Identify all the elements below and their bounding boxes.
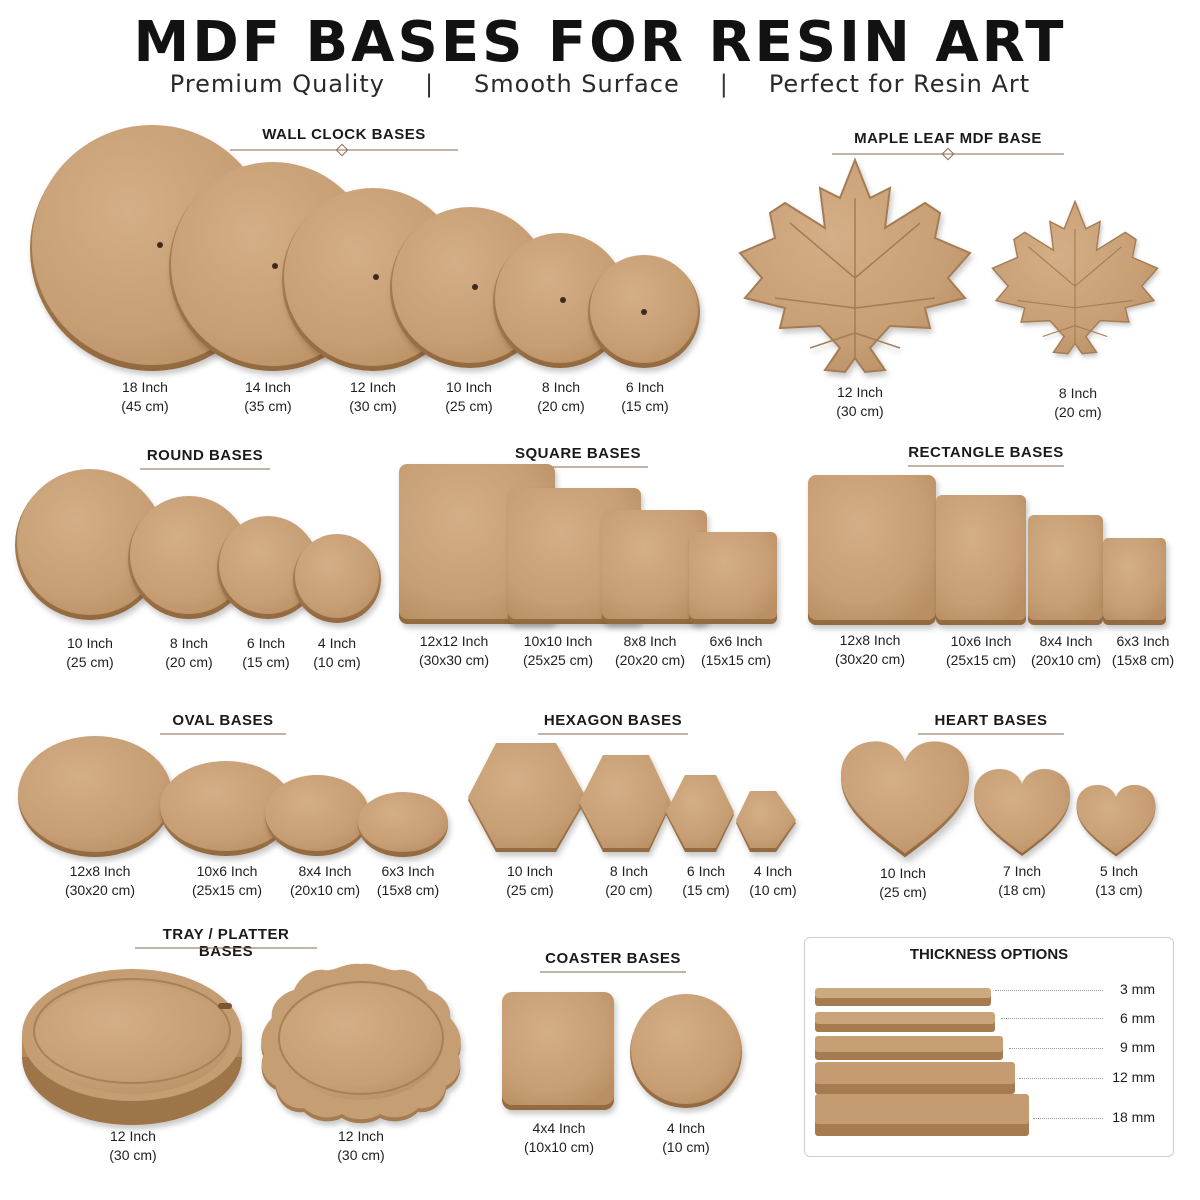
maple-label: 8 Inch (20 cm)	[1054, 385, 1102, 420]
thickness-3mm-board	[815, 988, 991, 1006]
wall-clock-label: 12 Inch (30 cm)	[349, 379, 397, 414]
oval-bases-group	[15, 730, 455, 860]
heart-label: 5 Inch (13 cm)	[1095, 863, 1143, 898]
wall-clock-bases-group	[30, 125, 710, 375]
tray-scalloped-board	[252, 962, 470, 1127]
round-bases-group	[15, 465, 385, 625]
hexagon-label: 6 Inch (15 cm)	[682, 863, 730, 898]
coaster-label: 4 Inch (10 cm)	[662, 1120, 710, 1155]
coaster-label: 4x4 Inch (10x10 cm)	[523, 1120, 595, 1155]
tray-title-rule	[135, 941, 317, 955]
oval-label: 12x8 Inch (30x20 cm)	[64, 863, 136, 898]
square-section-title: SQUARE BASES	[514, 445, 642, 462]
oval-label: 6x3 Inch (15x8 cm)	[376, 863, 440, 898]
wall-clock-label: 14 Inch (35 cm)	[244, 379, 292, 414]
square-bases-group	[395, 462, 785, 627]
wall-clock-label: 8 Inch (20 cm)	[537, 379, 585, 414]
square-label: 10x10 Inch (25x25 cm)	[522, 633, 594, 668]
rectangle-label: 12x8 Inch (30x20 cm)	[834, 632, 906, 667]
wall-clock-label: 18 Inch (45 cm)	[121, 379, 169, 414]
hexagon-label: 8 Inch (20 cm)	[605, 863, 653, 898]
hexagon-bases-group	[466, 738, 806, 858]
round-label: 10 Inch (25 cm)	[66, 635, 114, 670]
round-label: 6 Inch (15 cm)	[242, 635, 290, 670]
round-section-title: ROUND BASES	[146, 447, 264, 464]
feature-separator: |	[424, 70, 435, 98]
rectangle-label: 8x4 Inch (20x10 cm)	[1030, 633, 1102, 668]
coaster-bases-group	[498, 990, 748, 1112]
thickness-pointer-line	[1009, 1048, 1103, 1049]
feature-perfect-resin: Perfect for Resin Art	[768, 70, 1031, 98]
heart-label: 7 Inch (18 cm)	[998, 863, 1046, 898]
thickness-pointer-line	[1033, 1118, 1103, 1119]
square-label: 6x6 Inch (15x15 cm)	[700, 633, 772, 668]
square-label: 12x12 Inch (30x30 cm)	[418, 633, 490, 668]
heart-section-title: HEART BASES	[934, 712, 1048, 729]
hexagon-label: 10 Inch (25 cm)	[506, 863, 554, 898]
rectangle-section-title: RECTANGLE BASES	[908, 444, 1064, 461]
heart-label: 10 Inch (25 cm)	[879, 865, 927, 900]
heart-7-board	[968, 768, 1076, 858]
heart-title-rule	[918, 727, 1064, 741]
round-label: 4 Inch (10 cm)	[313, 635, 361, 670]
tray-round-board	[20, 965, 245, 1127]
tray-label: 12 Inch (30 cm)	[109, 1128, 157, 1163]
thickness-option-label: 3 mm	[1120, 981, 1155, 997]
heart-5-board	[1073, 784, 1159, 858]
maple-section-title: MAPLE LEAF MDF BASE	[854, 130, 1042, 147]
rectangle-bases-group	[805, 472, 1170, 632]
oval-label: 8x4 Inch (20x10 cm)	[289, 863, 361, 898]
thickness-18mm-board	[815, 1094, 1029, 1136]
feature-smooth-surface: Smooth Surface	[474, 70, 680, 98]
thickness-pointer-line	[1001, 1018, 1103, 1019]
wall-clock-label: 6 Inch (15 cm)	[621, 379, 669, 414]
feature-premium-quality: Premium Quality	[169, 70, 385, 98]
page-title: MDF BASES FOR RESIN ART	[133, 10, 1067, 75]
thickness-6mm-board	[815, 1012, 995, 1032]
thickness-9mm-board	[815, 1036, 1003, 1060]
thickness-option-label: 18 mm	[1112, 1109, 1155, 1125]
wall-clock-label: 10 Inch (25 cm)	[445, 379, 493, 414]
oval-section-title: OVAL BASES	[172, 712, 274, 729]
thickness-option-label: 6 mm	[1120, 1010, 1155, 1026]
rectangle-label: 6x3 Inch (15x8 cm)	[1111, 633, 1175, 668]
heart-10-board	[830, 740, 980, 860]
hexagon-section-title: HEXAGON BASES	[543, 712, 683, 729]
thickness-title: THICKNESS OPTIONS	[909, 946, 1069, 963]
square-label: 8x8 Inch (20x20 cm)	[614, 633, 686, 668]
oval-label: 10x6 Inch (25x15 cm)	[191, 863, 263, 898]
maple-leaf-8-board	[985, 200, 1165, 358]
coaster-title-rule	[540, 965, 686, 979]
rectangle-label: 10x6 Inch (25x15 cm)	[945, 633, 1017, 668]
thickness-pointer-line	[1019, 1078, 1103, 1079]
rectangle-title-rule	[908, 459, 1064, 473]
coaster-section-title: COASTER BASES	[545, 950, 681, 967]
maple-label: 12 Inch (30 cm)	[836, 384, 884, 419]
thickness-pointer-line	[995, 990, 1103, 991]
maple-leaf-12-board	[730, 158, 980, 378]
thickness-stack-graphic	[813, 984, 1043, 1146]
tray-section-title: TRAY / PLATTER BASES	[162, 926, 290, 960]
thickness-12mm-board	[815, 1062, 1015, 1094]
feature-separator: |	[719, 70, 729, 98]
tray-label: 12 Inch (30 cm)	[337, 1128, 385, 1163]
round-label: 8 Inch (20 cm)	[165, 635, 213, 670]
feature-list	[0, 70, 1200, 98]
thickness-option-label: 9 mm	[1120, 1039, 1155, 1055]
thickness-panel	[804, 937, 1174, 1157]
wall-clock-section-title: WALL CLOCK BASES	[262, 126, 426, 143]
hexagon-label: 4 Inch (10 cm)	[749, 863, 797, 898]
thickness-option-label: 12 mm	[1112, 1069, 1155, 1085]
